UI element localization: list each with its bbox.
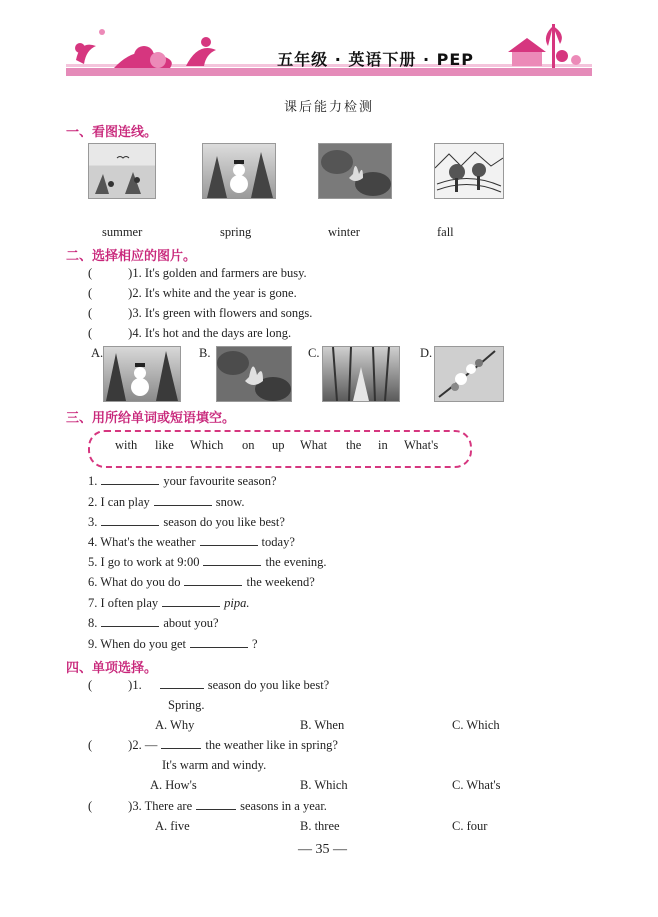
s4-q2-option-c[interactable]: C. What's <box>452 778 501 792</box>
s2-item-4 <box>88 326 291 341</box>
snowman-icon <box>104 347 180 401</box>
item-text-before: What do you do <box>100 575 181 589</box>
lotus-icon <box>319 144 391 198</box>
item-text-after: today? <box>261 535 295 549</box>
item-number: )2. <box>128 286 142 300</box>
s2-item-1 <box>88 266 307 281</box>
item-number: 4. <box>88 535 98 549</box>
fill-blank[interactable] <box>196 808 236 810</box>
s3-item-1 <box>88 474 277 489</box>
fill-blank[interactable] <box>154 504 212 506</box>
blossom-icon <box>435 347 503 401</box>
question-text: the weather like in spring? <box>205 738 338 752</box>
item-text-before: When do you get <box>100 637 187 651</box>
snowman-picture[interactable] <box>202 143 276 199</box>
item-number: 2. <box>88 495 98 509</box>
item-text-before: I often play <box>100 596 159 610</box>
item-text-after: the evening. <box>265 555 327 569</box>
section2-title: 二、选择相应的图片。 <box>66 249 197 264</box>
header-right-decoration-icon <box>502 20 592 76</box>
fill-blank[interactable] <box>200 544 258 546</box>
question-number: )1. <box>128 678 142 692</box>
s4-q1-option-a[interactable]: A. Why <box>155 718 195 732</box>
item-number: )3. <box>128 306 142 320</box>
word-summer[interactable]: summer <box>102 225 143 239</box>
s4-q2-option-a[interactable]: A. How's <box>150 778 197 792</box>
answer-paren[interactable]: ( <box>88 678 93 692</box>
s4-q1-option-c[interactable]: C. Which <box>452 718 500 732</box>
item-number: )4. <box>128 326 142 340</box>
word-bank-item: in <box>378 438 388 452</box>
answer-paren[interactable]: ( <box>88 738 93 752</box>
item-text-after: the weekend? <box>246 575 315 589</box>
lotus-picture[interactable] <box>318 143 392 199</box>
fill-blank[interactable] <box>101 625 159 627</box>
section4-title: 四、单项选择。 <box>66 661 158 676</box>
item-text-after: pipa. <box>224 596 250 610</box>
item-text-after: snow. <box>215 495 245 509</box>
option-d-blossom-picture[interactable] <box>434 346 504 402</box>
word-fall[interactable]: fall <box>437 225 454 239</box>
word-bank-item: What <box>300 438 328 452</box>
answer-paren[interactable]: ( <box>88 326 93 340</box>
option-a-snowman-picture[interactable] <box>103 346 181 402</box>
item-text: It's hot and the days are long. <box>144 326 292 340</box>
fill-blank[interactable] <box>161 747 201 749</box>
fill-blank[interactable] <box>162 605 220 607</box>
s3-item-7 <box>88 596 249 611</box>
page-header <box>66 20 592 82</box>
item-text: It's white and the year is gone. <box>144 286 297 300</box>
answer-paren[interactable]: ( <box>88 286 93 300</box>
word-bank-item: the <box>346 438 362 452</box>
section3-title: 三、用所给单词或短语填空。 <box>66 411 236 426</box>
item-number: 9. <box>88 637 98 651</box>
item-number: 5. <box>88 555 98 569</box>
s3-item-3 <box>88 515 285 530</box>
option-label-d: D. <box>420 346 433 360</box>
s4-q2-option-b[interactable]: B. Which <box>300 778 348 792</box>
s3-item-5 <box>88 555 327 570</box>
option-b-lotus-picture[interactable] <box>216 346 292 402</box>
item-text-after: ? <box>252 637 258 651</box>
section1-title: 一、看图连线。 <box>66 125 158 140</box>
s4-q1-option-b[interactable]: B. When <box>300 718 345 732</box>
winter-birds-picture[interactable] <box>88 143 156 199</box>
item-number: )1. <box>128 266 142 280</box>
s3-item-2 <box>88 495 245 510</box>
item-text: It's green with flowers and songs. <box>144 306 313 320</box>
s4-q3 <box>88 799 327 814</box>
question-text: seasons in a year. <box>240 799 327 813</box>
fill-blank[interactable] <box>160 687 204 689</box>
fill-blank[interactable] <box>190 646 248 648</box>
s4-q3-option-c[interactable]: C. four <box>452 819 488 833</box>
fill-blank[interactable] <box>184 584 242 586</box>
s4-q1-answer: Spring. <box>168 698 205 712</box>
s2-item-3 <box>88 306 312 321</box>
item-text-before: What's the weather <box>100 535 196 549</box>
option-c-autumn-path-picture[interactable] <box>322 346 400 402</box>
autumn-path-icon <box>323 347 399 401</box>
s3-item-9 <box>88 637 258 652</box>
item-text-after: your favourite season? <box>163 474 277 488</box>
fill-blank[interactable] <box>203 564 261 566</box>
fill-blank[interactable] <box>101 524 159 526</box>
s4-q2 <box>88 738 338 753</box>
page-title: 课后能力检测 <box>284 100 375 115</box>
page-number: — 35 — <box>298 842 347 857</box>
s4-q3-option-b[interactable]: B. three <box>300 819 340 833</box>
farm-picture[interactable] <box>434 143 504 199</box>
item-text-after: season do you like best? <box>163 515 285 529</box>
item-number: 6. <box>88 575 98 589</box>
option-label-a: A. <box>91 346 104 360</box>
item-number: 8. <box>88 616 98 630</box>
answer-paren[interactable]: ( <box>88 306 93 320</box>
s3-item-6 <box>88 575 315 590</box>
word-bank-item: up <box>272 438 285 452</box>
bird-tree-icon <box>89 144 155 198</box>
fill-blank[interactable] <box>101 483 159 485</box>
snowman-icon <box>203 144 275 198</box>
option-label-c: C. <box>308 346 320 360</box>
question-number: )3. There are <box>128 799 193 813</box>
item-text: It's golden and farmers are busy. <box>144 266 307 280</box>
item-text-before: I go to work at 9:00 <box>100 555 200 569</box>
question-number: )2. — <box>128 738 158 752</box>
lotus-icon <box>217 347 291 401</box>
s4-q1 <box>88 678 329 693</box>
item-number: 1. <box>88 474 98 488</box>
word-bank-item: with <box>115 438 138 452</box>
item-text-before: I can play <box>100 495 150 509</box>
word-spring[interactable]: spring <box>220 225 252 239</box>
header-left-decoration-icon <box>66 20 246 76</box>
s3-item-4 <box>88 535 295 550</box>
item-number: 3. <box>88 515 98 529</box>
question-text: season do you like best? <box>207 678 330 692</box>
word-winter[interactable]: winter <box>328 225 360 239</box>
s2-item-2 <box>88 286 297 301</box>
word-bank-item: on <box>242 438 255 452</box>
s3-item-8 <box>88 616 219 631</box>
header-title: 五年级 · 英语下册 · PEP <box>277 50 474 69</box>
item-text-after: about you? <box>163 616 219 630</box>
item-number: 7. <box>88 596 98 610</box>
s4-q3-option-a[interactable]: A. five <box>155 819 190 833</box>
farm-icon <box>435 144 503 198</box>
word-bank-item: What's <box>404 438 439 452</box>
answer-paren[interactable]: ( <box>88 799 93 813</box>
answer-paren[interactable]: ( <box>88 266 93 280</box>
option-label-b: B. <box>199 346 211 360</box>
word-bank-item: like <box>155 438 174 452</box>
word-bank-item: Which <box>190 438 224 452</box>
s4-q2-answer: It's warm and windy. <box>162 758 267 772</box>
